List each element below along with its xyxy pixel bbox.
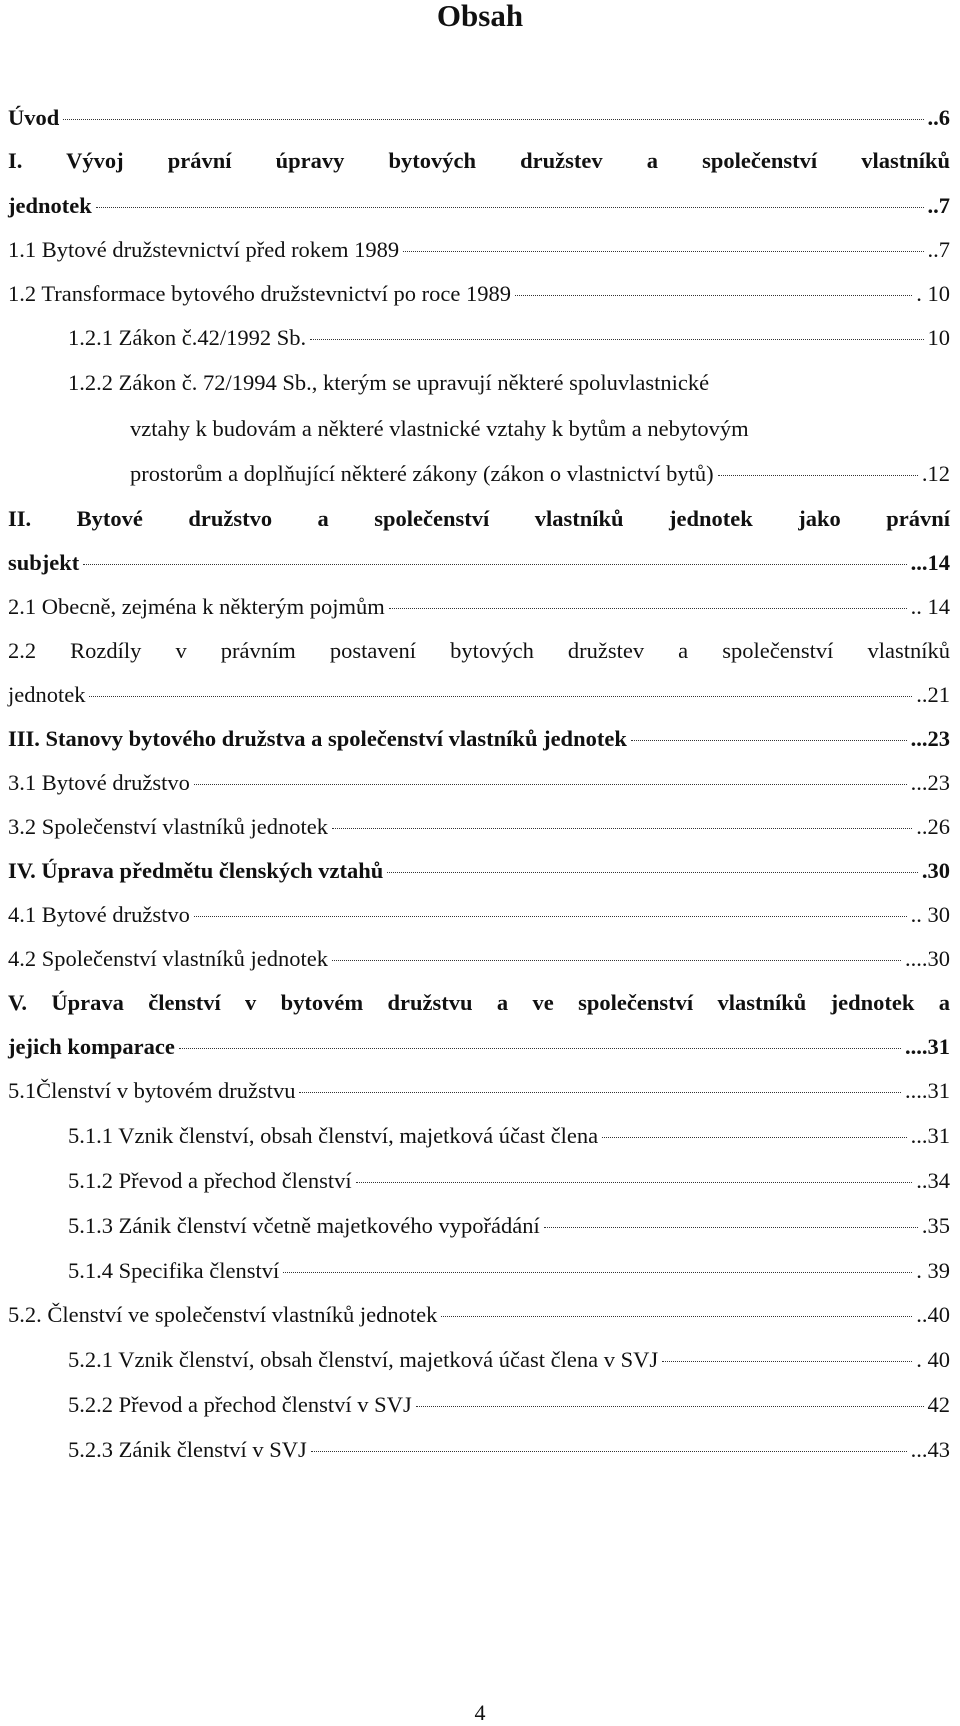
- toc-entry-1-2-2-end[interactable]: [0, 457, 950, 491]
- toc-leader: [387, 872, 918, 873]
- toc-leader: [83, 564, 906, 565]
- toc-entry-5-1-2[interactable]: [0, 1164, 950, 1198]
- toc-entry-5-1[interactable]: [0, 1074, 950, 1108]
- toc-entry-4-1[interactable]: [0, 898, 950, 932]
- toc-leader: [718, 475, 918, 476]
- toc-leader: [96, 207, 924, 208]
- toc-page-number: ...14: [910, 550, 950, 575]
- toc-page-number: ..21: [916, 682, 950, 707]
- toc-leader: [544, 1227, 918, 1228]
- toc-leader: [89, 696, 912, 697]
- toc-leader: [63, 119, 923, 120]
- toc-entry-5-1-4[interactable]: [0, 1254, 950, 1288]
- toc-entry-text: 2.1 Obecně, zejména k některým pojmům: [8, 594, 385, 619]
- toc-entry-text: jednotek: [8, 682, 86, 707]
- toc-entry-5-2[interactable]: [0, 1298, 950, 1332]
- toc-entry-chapter-5-cont[interactable]: [0, 1030, 950, 1064]
- toc-page-number: .35: [921, 1213, 950, 1238]
- toc-entry-text: 4.1 Bytové družstvo: [8, 902, 190, 927]
- toc-page-number: ...43: [910, 1437, 950, 1462]
- toc-entry-1-2[interactable]: [0, 277, 950, 311]
- toc-leader: [194, 916, 907, 917]
- toc-page-number: ..34: [916, 1168, 950, 1193]
- toc-entry-1-2-1[interactable]: [0, 321, 950, 355]
- toc-entry-text: 5.1.4 Specifika členství: [68, 1258, 280, 1283]
- toc-page-number: . 39: [916, 1258, 950, 1283]
- toc-entry-text: IV. Úprava předmětu členských vztahů: [8, 858, 384, 883]
- toc-entry-text: 5.1.1 Vznik členství, obsah členství, majetková účast člena: [68, 1123, 599, 1148]
- toc-page-number: ....31: [905, 1034, 950, 1059]
- toc-entry-4-2[interactable]: [0, 942, 950, 976]
- page-number: 4: [474, 1700, 486, 1725]
- toc-entry-text: 3.2 Společenství vlastníků jednotek: [8, 814, 328, 839]
- toc-entry-text: vztahy k budovám a některé vlastnické vztahy k bytům a nebytovým: [130, 416, 749, 441]
- toc-entry-5-2-2[interactable]: [0, 1388, 950, 1422]
- toc-page-number: ..7: [927, 193, 950, 218]
- toc-leader: [332, 828, 912, 829]
- toc-entry-text: 5.1.2 Převod a přechod členství: [68, 1168, 352, 1193]
- toc-entry-5-2-1[interactable]: [0, 1343, 950, 1377]
- toc-page-number: ...23: [910, 726, 950, 751]
- toc-entry-text: 2.2 Rozdíly v právním postavení bytových družstev a společenství vlastníků: [8, 638, 950, 663]
- toc-entry-text: subjekt: [8, 550, 80, 575]
- toc-leader: [416, 1406, 924, 1407]
- toc-leader: [662, 1361, 912, 1362]
- toc-leader: [515, 295, 912, 296]
- toc-entry-2-2[interactable]: [0, 634, 950, 668]
- toc-entry-chapter-2-cont[interactable]: [0, 546, 950, 580]
- toc-entry-chapter-5[interactable]: [0, 986, 950, 1020]
- toc-entry-5-2-3[interactable]: [0, 1433, 950, 1467]
- toc-entry-chapter-1-cont[interactable]: [0, 189, 950, 223]
- toc-entry-text: Úvod: [8, 105, 60, 130]
- toc-entry-1-2-2[interactable]: [0, 366, 950, 400]
- toc-entry-text: 5.1.3 Zánik členství včetně majetkového vypořádání: [68, 1213, 540, 1238]
- toc-leader: [602, 1137, 907, 1138]
- toc-entry-text: 5.2.1 Vznik členství, obsah členství, majetková účast člena v SVJ: [68, 1347, 659, 1372]
- toc-entry-text: II. Bytové družstvo a společenství vlastníků jednotek jako právní: [8, 506, 950, 531]
- toc-leader: [403, 251, 923, 252]
- toc-entry-text: prostorům a doplňující některé zákony (zákon o vlastnictví bytů): [130, 461, 714, 486]
- toc-page-number: ..7: [927, 237, 950, 262]
- toc-entry-text: III. Stanovy bytového družstva a společenství vlastníků jednotek: [8, 726, 627, 751]
- toc-entry-text: 1.2 Transformace bytového družstevnictví po roce 1989: [8, 281, 512, 306]
- toc-entry-2-1[interactable]: [0, 590, 950, 624]
- toc-leader: [311, 1451, 907, 1452]
- toc-entry-text: 1.2.1 Zákon č.42/1992 Sb.: [68, 325, 307, 350]
- toc-entry-text: jednotek: [8, 193, 92, 218]
- toc-page-number: . 10: [916, 281, 950, 306]
- toc-entry-text: 5.1Členství v bytovém družstvu: [8, 1078, 296, 1103]
- toc-page-number: ..6: [927, 105, 950, 130]
- toc-entry-text: jejich komparace: [8, 1034, 175, 1059]
- toc-leader: [631, 740, 907, 741]
- toc-page-number: 42: [927, 1392, 950, 1417]
- toc-leader: [179, 1048, 901, 1049]
- toc-entry-1-2-2-cont: [0, 412, 950, 446]
- toc-leader: [283, 1272, 912, 1273]
- toc-leader: [310, 339, 923, 340]
- toc-page-number: .12: [921, 461, 950, 486]
- toc-leader: [356, 1182, 913, 1183]
- toc-entry-3-1[interactable]: [0, 766, 950, 800]
- toc-entry-3-2[interactable]: [0, 810, 950, 844]
- toc-leader: [332, 960, 901, 961]
- toc-entry-5-1-3[interactable]: [0, 1209, 950, 1243]
- toc-page-number: ..26: [916, 814, 950, 839]
- toc-leader: [441, 1316, 912, 1317]
- page-title: Obsah: [436, 0, 524, 33]
- toc-entry-text: 1.2.2 Zákon č. 72/1994 Sb., kterým se upravují některé spoluvlastnické: [68, 370, 710, 395]
- toc-page-number: ..40: [916, 1302, 950, 1327]
- toc-entry-uvod[interactable]: [0, 101, 950, 135]
- toc-page-number: . 40: [916, 1347, 950, 1372]
- toc-entry-chapter-2[interactable]: [0, 502, 950, 536]
- toc-entry-2-2-cont[interactable]: [0, 678, 950, 712]
- toc-entry-text: I. Vývoj právní úpravy bytových družstev a společenství vlastníků: [8, 148, 950, 173]
- toc-entry-text: 4.2 Společenství vlastníků jednotek: [8, 946, 328, 971]
- toc-leader: [194, 784, 907, 785]
- toc-page-number: ....31: [905, 1078, 950, 1103]
- toc-entry-1-1[interactable]: [0, 233, 950, 267]
- toc-entry-chapter-3[interactable]: [0, 722, 950, 756]
- toc-page-number: .. 30: [910, 902, 950, 927]
- toc-entry-text: V. Úprava členství v bytovém družstvu a ve společenství vlastníků jednotek a: [8, 990, 950, 1015]
- toc-page-number: 10: [927, 325, 950, 350]
- toc-entry-chapter-4[interactable]: [0, 854, 950, 888]
- toc-entry-chapter-1[interactable]: [0, 144, 950, 178]
- toc-page-number: ...23: [910, 770, 950, 795]
- toc-entry-text: 5.2.2 Převod a přechod členství v SVJ: [68, 1392, 412, 1417]
- toc-entry-text: 5.2.3 Zánik členství v SVJ: [68, 1437, 307, 1462]
- toc-page-number: .30: [921, 858, 950, 883]
- toc-page-number: ....30: [905, 946, 950, 971]
- toc-entry-text: 1.1 Bytové družstevnictví před rokem 1989: [8, 237, 400, 262]
- toc-entry-text: 5.2. Členství ve společenství vlastníků jednotek: [8, 1302, 438, 1327]
- toc-leader: [389, 608, 907, 609]
- toc-entry-5-1-1[interactable]: [0, 1119, 950, 1153]
- toc-page-number: .. 14: [910, 594, 950, 619]
- toc-page-number: ...31: [910, 1123, 950, 1148]
- toc-entry-text: 3.1 Bytové družstvo: [8, 770, 190, 795]
- toc-leader: [299, 1092, 901, 1093]
